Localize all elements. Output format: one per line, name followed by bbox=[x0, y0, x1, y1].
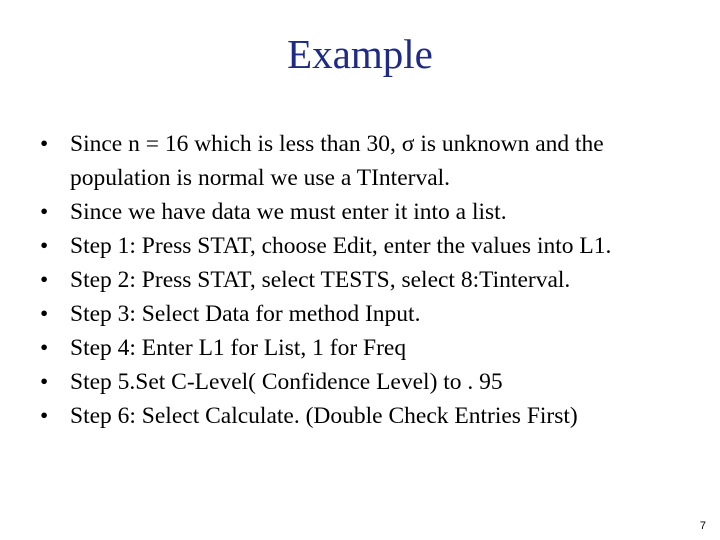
bullet-icon: • bbox=[40, 403, 49, 429]
bullet-text: Since we have data we must enter it into a list. bbox=[70, 199, 507, 225]
bullet-item bbox=[40, 195, 680, 229]
bullet-text: Since n = 16 which is less than 30, σ is unknown and the population is normal we use a TInterval. bbox=[70, 131, 604, 191]
page-number: 7 bbox=[699, 520, 706, 532]
bullet-icon: • bbox=[40, 335, 49, 361]
bullet-item bbox=[40, 331, 680, 365]
bullet-text: Step 1: Press STAT, choose Edit, enter the values into L1. bbox=[70, 233, 612, 259]
bullet-text: Step 5.Set C-Level( Confidence Level) to . 95 bbox=[70, 369, 503, 395]
bullet-item bbox=[40, 263, 680, 297]
bullet-icon: • bbox=[40, 301, 49, 327]
bullet-icon: • bbox=[40, 369, 49, 395]
bullet-item bbox=[40, 365, 680, 399]
bullet-item bbox=[40, 229, 680, 263]
bullet-item bbox=[40, 399, 680, 433]
bullet-icon: • bbox=[40, 131, 49, 157]
bullet-list bbox=[40, 127, 680, 433]
bullet-text: Step 6: Select Calculate. (Double Check Entries First) bbox=[70, 403, 578, 429]
bullet-icon: • bbox=[40, 267, 49, 293]
bullet-icon: • bbox=[40, 199, 49, 225]
bullet-text: Step 3: Select Data for method Input. bbox=[70, 301, 421, 327]
bullet-icon: • bbox=[40, 233, 49, 259]
bullet-text: Step 2: Press STAT, select TESTS, select 8:Tinterval. bbox=[70, 267, 571, 293]
bullet-item bbox=[40, 297, 680, 331]
slide-title: Example bbox=[287, 31, 433, 77]
bullet-text: Step 4: Enter L1 for List, 1 for Freq bbox=[70, 335, 407, 361]
bullet-item bbox=[40, 127, 680, 195]
